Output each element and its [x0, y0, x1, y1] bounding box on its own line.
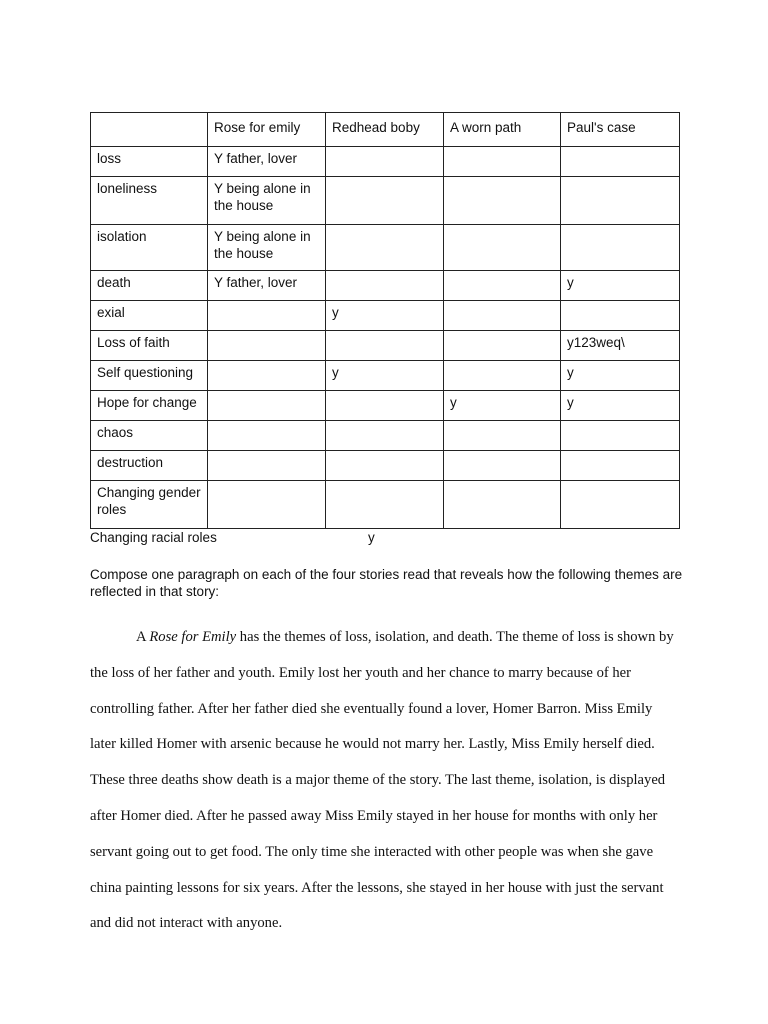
table-row — [91, 147, 680, 177]
table-cell: y — [444, 391, 561, 421]
table-cell: Loss of faith — [91, 331, 208, 361]
table-row — [91, 177, 680, 225]
table-cell — [444, 147, 561, 177]
table-cell — [561, 421, 680, 451]
header-cell: Redhead boby — [326, 113, 444, 147]
table-cell — [444, 361, 561, 391]
table-row — [91, 451, 680, 481]
table-cell: death — [91, 271, 208, 301]
table-cell — [326, 225, 444, 271]
table-cell — [561, 225, 680, 271]
table-cell: Hope for change — [91, 391, 208, 421]
extra-theme-mark: y — [368, 530, 375, 545]
table-cell — [208, 481, 326, 529]
table-cell — [326, 451, 444, 481]
table-row — [91, 421, 680, 451]
table-row — [91, 271, 680, 301]
table-cell — [444, 481, 561, 529]
table-cell — [444, 451, 561, 481]
essay-body: has the themes of loss, isolation, and death. The theme of loss is shown by the loss of her father and youth. Emily lost her youth and her chance to marry because of her controlling father. After her father died she eventually found a lover, Homer Barron. Miss Emily later killed Homer with arsenic because he would not marry her. Lastly, Miss Emily herself died. These three deaths show death is a major theme of the story. The last theme, isolation, is displayed after Homer died. After he passed away Miss Emily stayed in her house for months with only her servant going out to get food. The only time she interacted with other people was when she gave china painting lessons for six years. After the lessons, she stayed in her house with just the servant and did not interact with anyone. — [90, 629, 674, 932]
table-cell: Y being alone in the house — [208, 177, 326, 225]
table-cell — [326, 391, 444, 421]
table-cell: exial — [91, 301, 208, 331]
table-cell: y — [326, 361, 444, 391]
table-cell: isolation — [91, 225, 208, 271]
table-row — [91, 481, 680, 529]
header-cell: Paul's case — [561, 113, 680, 147]
table-cell: y — [326, 301, 444, 331]
table-cell: Self questioning — [91, 361, 208, 391]
table-row — [91, 331, 680, 361]
table-cell — [208, 301, 326, 331]
table-cell — [444, 421, 561, 451]
extra-theme-row — [90, 530, 690, 548]
table-cell — [561, 147, 680, 177]
table-row — [91, 225, 680, 271]
essay-paragraph — [90, 620, 675, 942]
table-cell — [561, 451, 680, 481]
table-cell — [444, 225, 561, 271]
table-cell: y — [561, 391, 680, 421]
essay-lead: A — [136, 629, 150, 645]
table-row — [91, 391, 680, 421]
table-cell — [326, 421, 444, 451]
table-cell — [208, 391, 326, 421]
table-header-row — [91, 113, 680, 147]
table-cell: loss — [91, 147, 208, 177]
table-cell: Y being alone in the house — [208, 225, 326, 271]
table-cell — [444, 271, 561, 301]
table-cell: y — [561, 361, 680, 391]
extra-theme-label: Changing racial roles — [90, 530, 217, 545]
table-cell — [326, 481, 444, 529]
table-row — [91, 361, 680, 391]
table-cell: y — [561, 271, 680, 301]
table-cell — [561, 301, 680, 331]
header-cell — [91, 113, 208, 147]
table-cell — [326, 147, 444, 177]
table-cell — [326, 271, 444, 301]
table-cell — [444, 301, 561, 331]
table-cell: Y father, lover — [208, 147, 326, 177]
table-cell — [208, 361, 326, 391]
table-cell: chaos — [91, 421, 208, 451]
table-cell — [444, 331, 561, 361]
table-cell: destruction — [91, 451, 208, 481]
story-title: Rose for Emily — [149, 629, 237, 645]
table-cell — [444, 177, 561, 225]
table-cell: loneliness — [91, 177, 208, 225]
table-row — [91, 301, 680, 331]
header-cell: A worn path — [444, 113, 561, 147]
table-cell — [326, 177, 444, 225]
table-cell — [561, 177, 680, 225]
table-cell — [208, 421, 326, 451]
themes-table — [90, 112, 680, 529]
table-cell: y123weq\ — [561, 331, 680, 361]
table-cell: Y father, lover — [208, 271, 326, 301]
table-cell: Changing gender roles — [91, 481, 208, 529]
table-cell — [326, 331, 444, 361]
table-cell — [208, 451, 326, 481]
table-cell — [561, 481, 680, 529]
header-cell: Rose for emily — [208, 113, 326, 147]
table-cell — [208, 331, 326, 361]
assignment-prompt: Compose one paragraph on each of the four stories read that reveals how the following themes are reflected in that story: — [90, 567, 683, 599]
